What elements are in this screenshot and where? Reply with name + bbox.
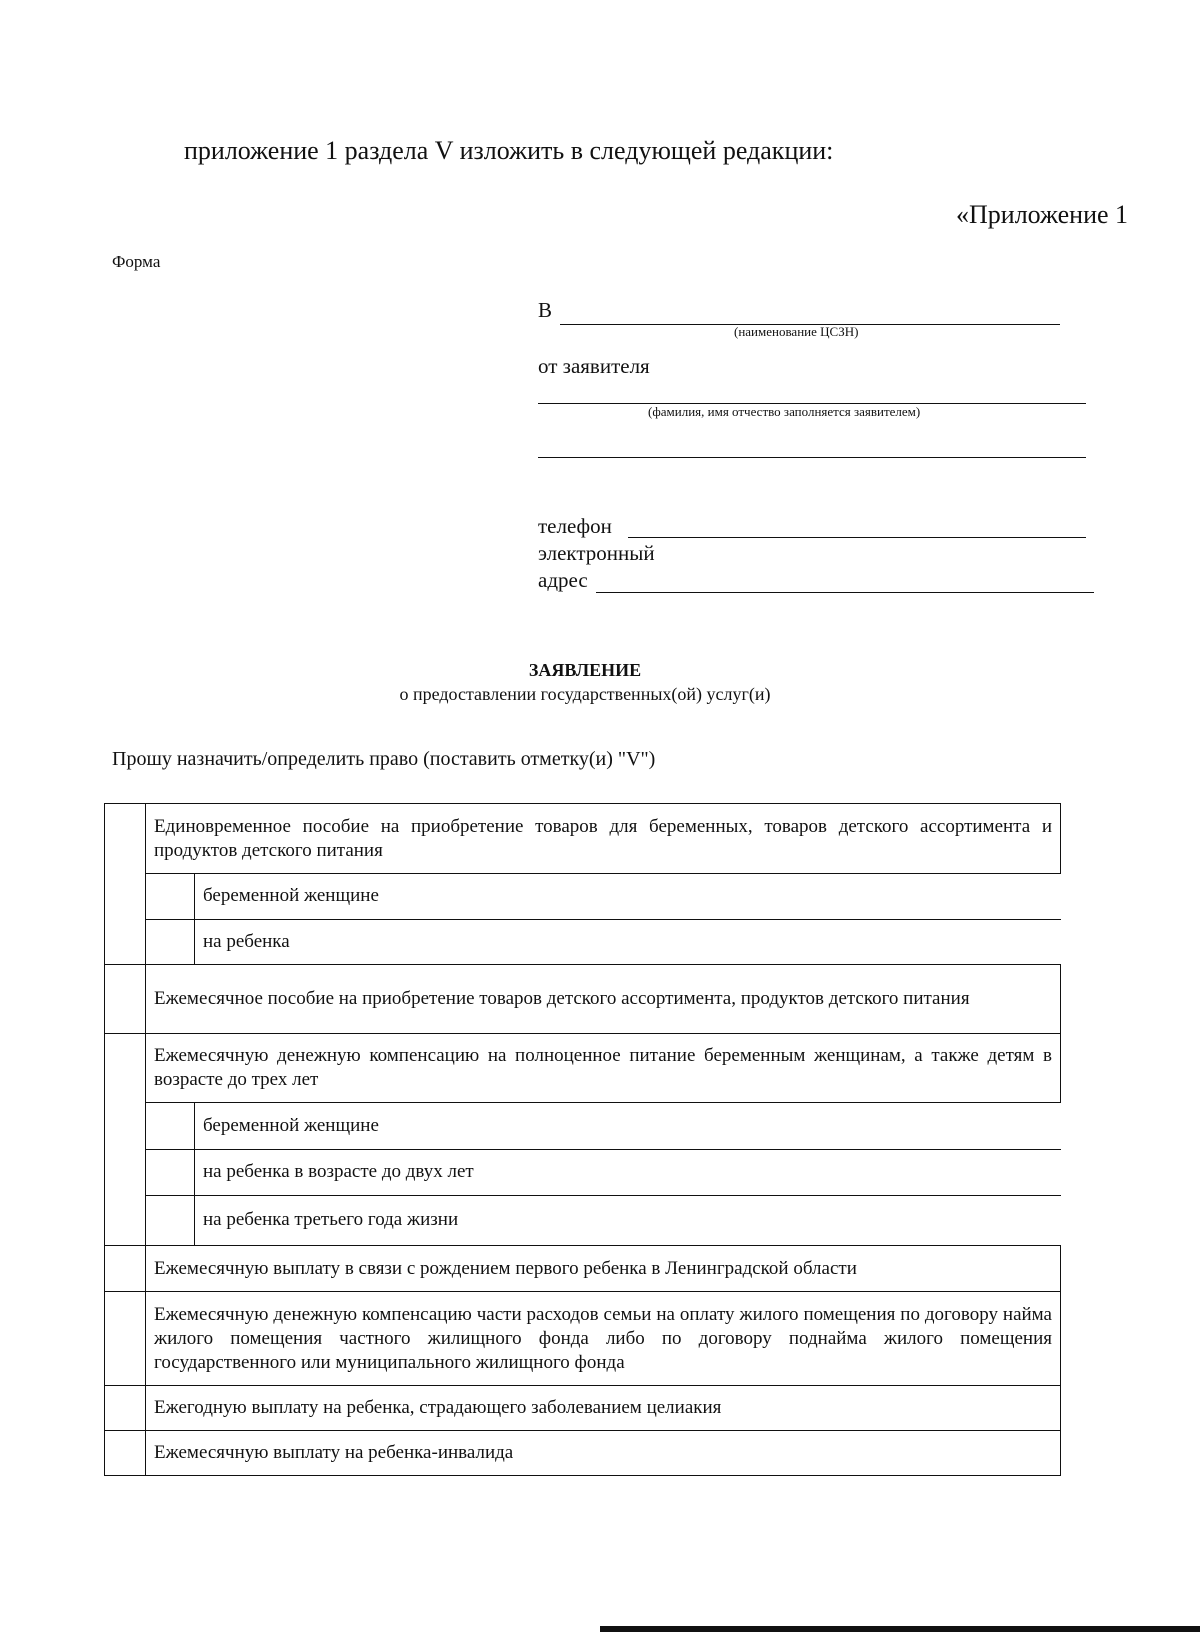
intro-text: приложение 1 раздела V изложить в следующей редакции: xyxy=(184,136,834,165)
service-checkbox[interactable] xyxy=(105,1246,146,1292)
option-row xyxy=(146,1149,1061,1195)
service-row xyxy=(105,1431,1061,1476)
service-checkbox[interactable] xyxy=(105,1034,146,1246)
from-field-hint: (фамилия, имя отчество заполняется заявителем) xyxy=(648,404,921,419)
service-text: Ежемесячную денежную компенсацию на полноценное питание беременным женщинам, а также детям в возрасте до трех лет xyxy=(146,1034,1061,1103)
service-checkbox[interactable] xyxy=(105,804,146,965)
option-row xyxy=(146,874,1061,919)
to-prefix: В xyxy=(538,298,553,322)
service-row xyxy=(105,1292,1061,1386)
service-row xyxy=(105,1246,1061,1292)
service-text: Ежемесячную выплату в связи с рождением первого ребенка в Ленинградской области xyxy=(146,1246,1061,1292)
to-field-hint: (наименование ЦСЗН) xyxy=(734,324,859,339)
email-field-line[interactable] xyxy=(596,592,1094,593)
service-text: Ежегодную выплату на ребенка, страдающего заболеванием целиакия xyxy=(146,1386,1061,1431)
option-checkbox[interactable] xyxy=(146,1149,195,1195)
service-row xyxy=(105,804,1061,874)
service-text: Ежемесячное пособие на приобретение товаров детского ассортимента, продуктов детского питания xyxy=(146,965,1061,1034)
service-text: Единовременное пособие на приобретение товаров для беременных, товаров детского ассортимента и продуктов детского питания xyxy=(146,804,1061,874)
email-label-line-2: адрес xyxy=(538,568,588,592)
scan-edge-bar xyxy=(600,1626,1200,1632)
option-checkbox[interactable] xyxy=(146,1103,195,1149)
from-field-line-2[interactable] xyxy=(538,457,1086,458)
service-text: Ежемесячную денежную компенсацию части расходов семьи на оплату жилого помещения по договору найма жилого помещения частного жилищного фонда либо по договору поднайма жилого помещения государственного или муниципального жилищного фонда xyxy=(146,1292,1061,1386)
statement-title: ЗАЯВЛЕНИЕ xyxy=(528,660,642,680)
option-text: беременной женщине xyxy=(195,1103,1061,1149)
option-checkbox[interactable] xyxy=(146,874,195,919)
option-row xyxy=(146,1103,1061,1149)
service-checkbox[interactable] xyxy=(105,1292,146,1386)
option-text: беременной женщине xyxy=(195,874,1061,919)
option-text: на ребенка третьего года жизни xyxy=(195,1195,1061,1245)
option-text: на ребенка в возрасте до двух лет xyxy=(195,1149,1061,1195)
service-checkbox[interactable] xyxy=(105,1386,146,1431)
phone-label: телефон xyxy=(538,514,612,538)
service-checkbox[interactable] xyxy=(105,1431,146,1476)
service-row xyxy=(105,1034,1061,1103)
statement-subtitle: о предоставлении государственных(ой) услуг(и) xyxy=(399,684,771,704)
option-checkbox[interactable] xyxy=(146,919,195,964)
service-options xyxy=(146,874,1061,965)
email-label-line-1: электронный xyxy=(538,541,655,565)
request-text: Прошу назначить/определить право (поставить отметку(и) "V") xyxy=(112,748,656,770)
service-row xyxy=(105,965,1061,1034)
service-text: Ежемесячную выплату на ребенка-инвалида xyxy=(146,1431,1061,1476)
option-row xyxy=(146,1195,1061,1245)
option-checkbox[interactable] xyxy=(146,1195,195,1245)
phone-field-line[interactable] xyxy=(628,537,1086,538)
option-row xyxy=(146,919,1061,964)
appendix-label: «Приложение 1 xyxy=(956,200,1129,229)
form-label: Форма xyxy=(112,252,161,271)
from-label: от заявителя xyxy=(538,354,650,378)
service-options xyxy=(146,1103,1061,1246)
services-table xyxy=(104,803,1061,1476)
service-checkbox[interactable] xyxy=(105,965,146,1034)
service-row xyxy=(105,1386,1061,1431)
option-text: на ребенка xyxy=(195,919,1061,964)
